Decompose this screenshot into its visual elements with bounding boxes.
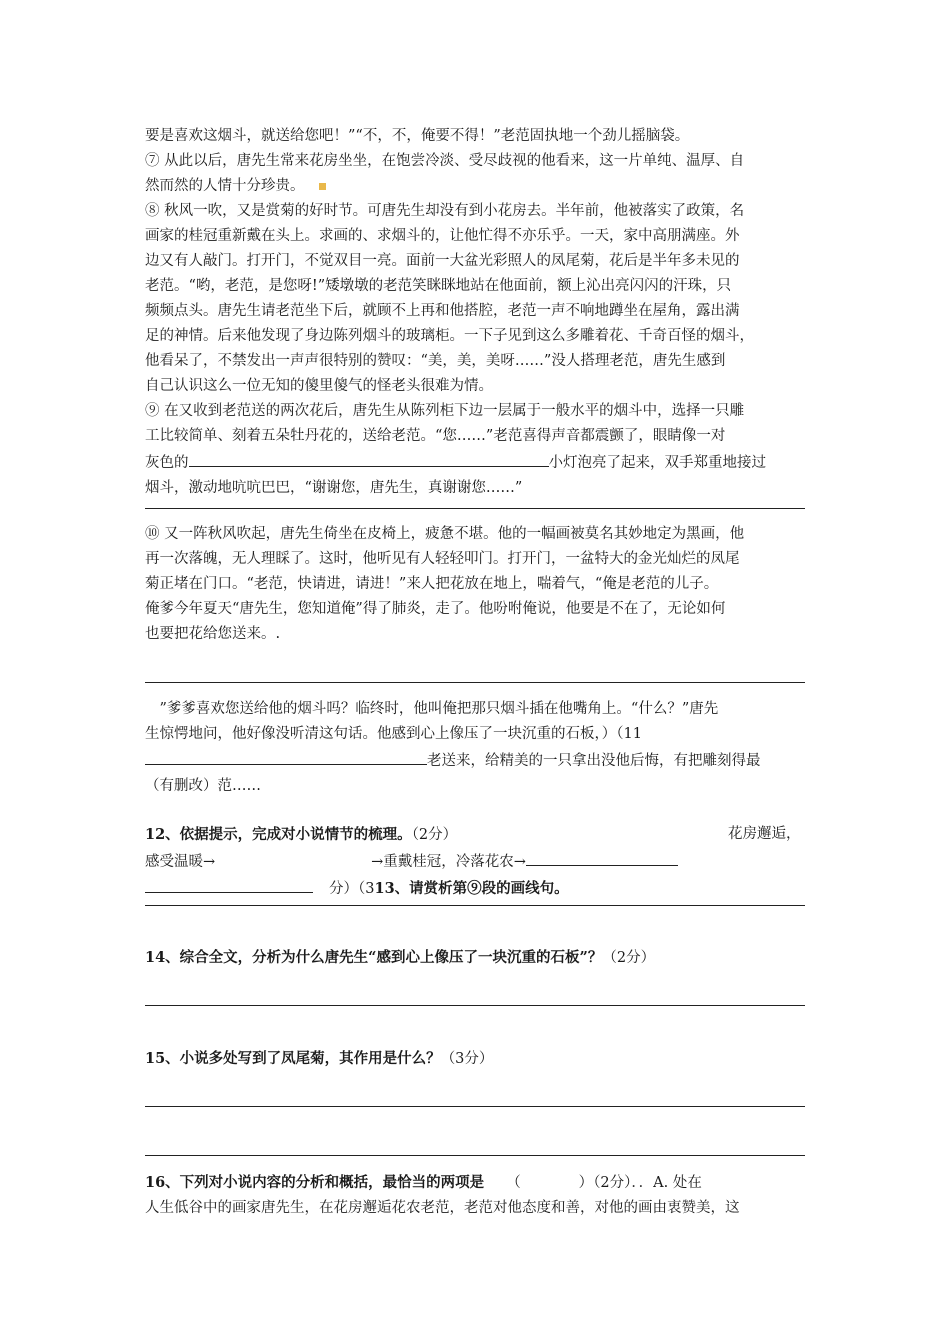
text-line — [145, 1046, 805, 1072]
text-line — [145, 875, 805, 902]
paragraph-10 — [145, 522, 805, 647]
text-line: 菊正堵在门口。“老范，快请进，请进！”来人把花放在地上，喘着气，“俺是老范的儿子。 — [145, 576, 719, 592]
text-line: 足的神情。后来他发现了身边陈列烟斗的玻璃柜。一下子见到这么多雕着花、千奇百怪的烟斗， — [145, 328, 754, 344]
text-line — [145, 822, 805, 848]
question-14 — [145, 945, 805, 971]
text-fragment: 小灯泡亮了起来，双手郑重地接过 — [548, 455, 766, 471]
text-line: 生惊愕地问，他好像没听清这句话。他感到心上像压了一块沉重的石板，）（11 — [145, 726, 642, 742]
question-points: （2分） — [411, 827, 458, 843]
answer-blank[interactable] — [526, 848, 678, 866]
paragraph-9 — [145, 399, 805, 501]
paragraph-7 — [145, 149, 805, 199]
question-points: （2分） — [602, 950, 656, 966]
text-line — [145, 945, 805, 971]
question-points: （3分） — [440, 1051, 494, 1067]
plot-hint: →重戴桂冠，冷落花农→ — [371, 854, 526, 870]
question-label: 14、综合全文，分析为什么唐先生“感到心上像压了一块沉重的石板”？ — [145, 949, 603, 966]
answer-line — [145, 508, 805, 509]
question-label: 12、依据提示，完成对小说情节的梳理。 — [145, 826, 412, 843]
text-line: 他看呆了，不禁发出一声声很特别的赞叹：“美，美，美呀……”没人搭理老范，唐先生感到 — [145, 353, 726, 369]
text-line: 要是喜欢这烟斗，就送给您吧！”“不，不，俺要不得！”老范固执地一个劲儿摇脑袋。 — [145, 128, 690, 144]
text-fragment: 然而然的人情十分珍贵。 — [145, 178, 305, 194]
question-12 — [145, 822, 805, 902]
text-line — [145, 174, 805, 199]
text-line: 自己认识这么一位无知的傻里傻气的怪老头很难为情。 — [145, 378, 493, 394]
question-16 — [145, 1170, 805, 1221]
question-label: 13、请赏析第⑨段的画线句。 — [374, 880, 569, 897]
plot-hint: 感受温暖→ — [145, 854, 216, 870]
text-line: 也要把花给您送来。. — [145, 626, 281, 642]
text-line — [145, 848, 805, 875]
answer-line[interactable] — [145, 905, 805, 906]
text-line: ”爹爹喜欢您送给他的烟斗吗？临终时，他叫俺把那只烟斗插在他嘴角上。“什么？”唐先 — [145, 701, 719, 717]
text-line: 人生低谷中的画家唐先生，在花房邂逅花农老范，老范对他态度和善，对他的画由衷赞美，这 — [145, 1200, 740, 1216]
text-line: ⑨ 在又收到老范送的两次花后，唐先生从陈列柜下边一层属于一般水平的烟斗中，选择一只雕 — [145, 403, 745, 419]
comment-marker-icon — [319, 183, 326, 190]
answer-blank[interactable] — [145, 747, 427, 765]
text-fragment: ．．A. 处在 — [631, 1175, 702, 1191]
text-line: 老范。“哟，老范，是您呀!”矮墩墩的老范笑眯眯地站在他面前，额上沁出亮闪闪的汗珠，只 — [145, 278, 732, 294]
text-fragment: 灰色的 — [145, 455, 189, 471]
text-line: ⑦ 从此以后，唐先生常来花房坐坐，在饱尝冷淡、受尽歧视的他看来，这一片单纯、温厚、自 — [145, 153, 745, 169]
text-fragment: 老送来，给精美的一只拿出没他后悔，有把雕刻得最 — [427, 753, 761, 769]
text-line: 再一次落魄，无人理睬了。这时，他听见有人轻轻叩门。打开门，一盆特大的金光灿烂的凤尾 — [145, 551, 740, 567]
question-label: 15、小说多处写到了凤尾菊，其作用是什么？ — [145, 1050, 441, 1067]
answer-line[interactable] — [145, 1155, 805, 1156]
text-line — [145, 747, 805, 774]
answer-blank[interactable] — [145, 875, 313, 893]
answer-line[interactable] — [145, 1106, 805, 1107]
text-line: ⑩ 又一阵秋风吹起，唐先生倚坐在皮椅上，疲惫不堪。他的一幅画被莫名其妙地定为黑画，他 — [145, 526, 745, 542]
question-15 — [145, 1046, 805, 1072]
plot-hint: 花房邂逅， — [728, 826, 801, 842]
paragraph-8 — [145, 199, 805, 399]
text-line — [145, 1170, 805, 1196]
text-line: 边又有人敲门。打开门，不觉双目一亮。面前一大盆光彩照人的凤尾菊，花后是半年多未见的 — [145, 253, 740, 269]
text-line — [145, 449, 805, 476]
answer-line — [145, 682, 805, 683]
text-line: ⑧ 秋风一吹，又是赏菊的好时节。可唐先生却没有到小花房去。半年前，他被落实了政策，名 — [145, 203, 745, 219]
paragraph-11 — [145, 697, 805, 799]
answer-parentheses[interactable]: （ ） — [506, 1175, 594, 1191]
text-line: 烟斗，激动地吭吭巴巴，“谢谢您，唐先生，真谢谢您……” — [145, 480, 523, 496]
question-points: 分）（3 — [329, 881, 375, 897]
question-points: （2分） — [593, 1175, 632, 1191]
text-line: 频频点头。唐先生请老范坐下后，就顾不上再和他搭腔，老范一声不响地蹲坐在屋角，露出满 — [145, 303, 740, 319]
text-line: 俺爹今年夏天“唐先生，您知道俺”得了肺炎，走了。他吩咐俺说，他要是不在了，无论如何 — [145, 601, 726, 617]
text-line: 画家的桂冠重新戴在头上。求画的、求烟斗的，让他忙得不亦乐乎。一天，家中高朋满座。外 — [145, 228, 740, 244]
answer-line[interactable] — [145, 1005, 805, 1006]
text-line: 工比较简单、刻着五朵牡丹花的，送给老范。“您……”老范喜得声音都震颤了，眼睛像一对 — [145, 428, 726, 444]
underlined-sentence-blank — [189, 449, 549, 467]
paragraph-6-end — [145, 124, 805, 149]
question-label: 16、下列对小说内容的分析和概括，最恰当的两项是 — [145, 1174, 485, 1191]
text-line: （有删改）范…… — [145, 778, 261, 794]
